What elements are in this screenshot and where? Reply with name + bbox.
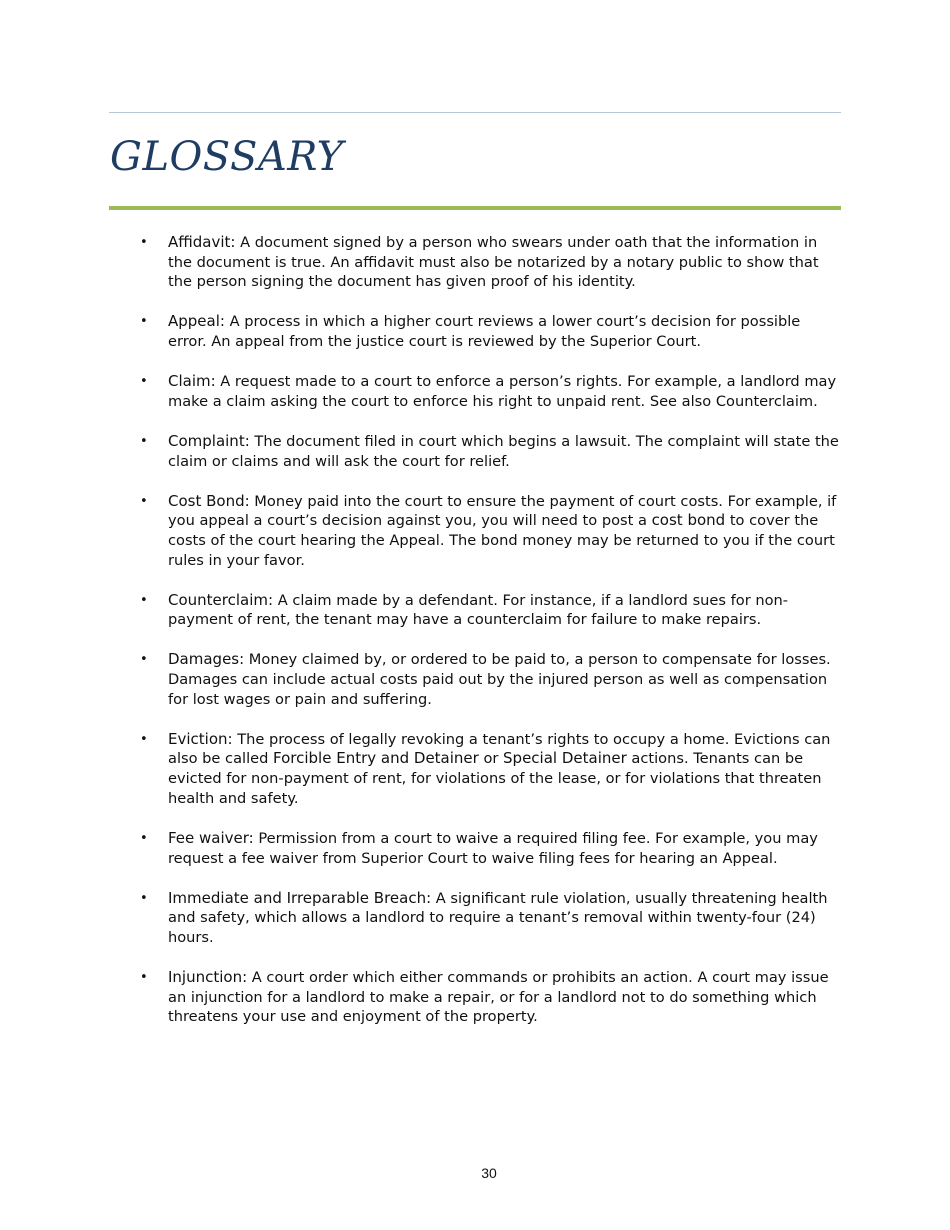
bullet-icon: • <box>140 433 148 449</box>
glossary-term: Immediate and Irreparable Breach: <box>168 888 432 907</box>
highlighted-term: Special Detainer <box>503 749 627 768</box>
bullet-icon: • <box>140 969 148 985</box>
glossary-entry-counterclaim <box>140 591 840 630</box>
bullet-icon: • <box>140 731 148 747</box>
bullet-icon: • <box>140 830 148 846</box>
glossary-entry-claim <box>140 372 840 411</box>
glossary-entry-complaint <box>140 432 840 471</box>
glossary-entry-immediate-breach <box>140 889 840 948</box>
glossary-term: Injunction: <box>168 967 248 986</box>
bullet-icon: • <box>140 235 148 250</box>
glossary-entry-injunction <box>140 968 840 1027</box>
glossary-term: Fee waiver: <box>168 828 254 847</box>
glossary-entry-cost-bond <box>140 492 840 571</box>
glossary-entry-damages <box>140 650 840 709</box>
bullet-icon: • <box>140 652 148 668</box>
glossary-term: Complaint: <box>168 431 250 450</box>
page-title: GLOSSARY <box>110 134 344 180</box>
glossary-definition-cont: or <box>478 750 504 768</box>
glossary-term: Eviction: <box>168 729 233 748</box>
glossary-term: Cost Bond: <box>168 491 250 510</box>
glossary-entry-fee-waiver <box>140 829 840 868</box>
glossary-term: Appeal: <box>168 312 225 331</box>
glossary-term: Counterclaim: <box>168 590 274 609</box>
glossary-term: Affidavit: <box>168 233 236 251</box>
glossary-definition: Permission from a court to waive a required filing fee. For example, you may request a fee waiver from Superior Court to waive filing fees for hearing an Appeal. <box>168 829 818 867</box>
bullet-icon: • <box>140 374 148 390</box>
glossary-definition: The process of legally revoking a tenant’s rights to occupy a home. Evictions can also be called <box>168 730 831 768</box>
glossary-entry-eviction <box>140 730 840 809</box>
glossary-definition: A request made to a court to enforce a person’s rights. For example, a landlord may make a claim asking the court to enforce his right to unpaid rent. See also Counterclaim. <box>168 373 837 410</box>
glossary-definition: A document signed by a person who swears under oath that the information in the document is true. An affidavit must also be notarized by a notary public to show that the person signing the document has given proof of his identity. <box>168 234 819 291</box>
highlighted-term: Forcible Entry and Detainer <box>273 749 479 768</box>
glossary-term: Damages: <box>168 650 245 669</box>
glossary-definition-cont: actions. Tenants can be evicted for non-payment of rent, for violations of the lease, or for violations that threaten health and safety. <box>168 750 822 807</box>
glossary-definition: A claim made by a defendant. For instance, if a landlord sues for non-payment of rent, the tenant may have a counterclaim for failure to make repairs. <box>168 591 789 629</box>
bullet-icon: • <box>140 493 148 509</box>
glossary-definition-cont: to cover the costs of the court hearing the Appeal. The bond money may be returned to you if the court rules in your favor. <box>168 512 835 569</box>
glossary-definition: A court order which either commands or prohibits an action. A court may issue an injunction for a landlord to make a repair, or for a landlord not to do something which threatens your use and enjoyment of the property. <box>168 968 829 1026</box>
bullet-icon: • <box>140 592 148 608</box>
page-number: 30 <box>481 1165 497 1181</box>
glossary-entry-affidavit <box>140 233 840 292</box>
title-underline <box>109 206 841 210</box>
highlighted-term: cost bond <box>651 511 726 530</box>
top-divider <box>109 112 841 113</box>
glossary-definition: A significant rule violation, usually threatening health and safety, which allows a landlord to require a tenant’s removal within twenty-four (24) hours. <box>168 889 828 946</box>
glossary-definition: Money claimed by, or ordered to be paid to, a person to compensate for losses. Damages can include actual costs paid out by the injured person as well as compensation for lost wages or pain and suffering. <box>168 651 831 708</box>
glossary-entry-appeal <box>140 312 840 351</box>
bullet-icon: • <box>140 890 148 906</box>
glossary-list <box>140 233 840 1047</box>
bullet-icon: • <box>140 314 148 330</box>
glossary-definition: The document filed in court which begins a lawsuit. The complaint will state the claim or claims and will ask the court for relief. <box>168 432 839 470</box>
glossary-definition: Money paid into the court to ensure the payment of court costs. For example, if you appeal a court’s decision against you, you will need to post a <box>168 492 837 530</box>
glossary-definition: A process in which a higher court reviews a lower court’s decision for possible error. An appeal from the justice court is reviewed by the Superior Court. <box>168 313 801 351</box>
glossary-term: Claim: <box>168 372 216 391</box>
